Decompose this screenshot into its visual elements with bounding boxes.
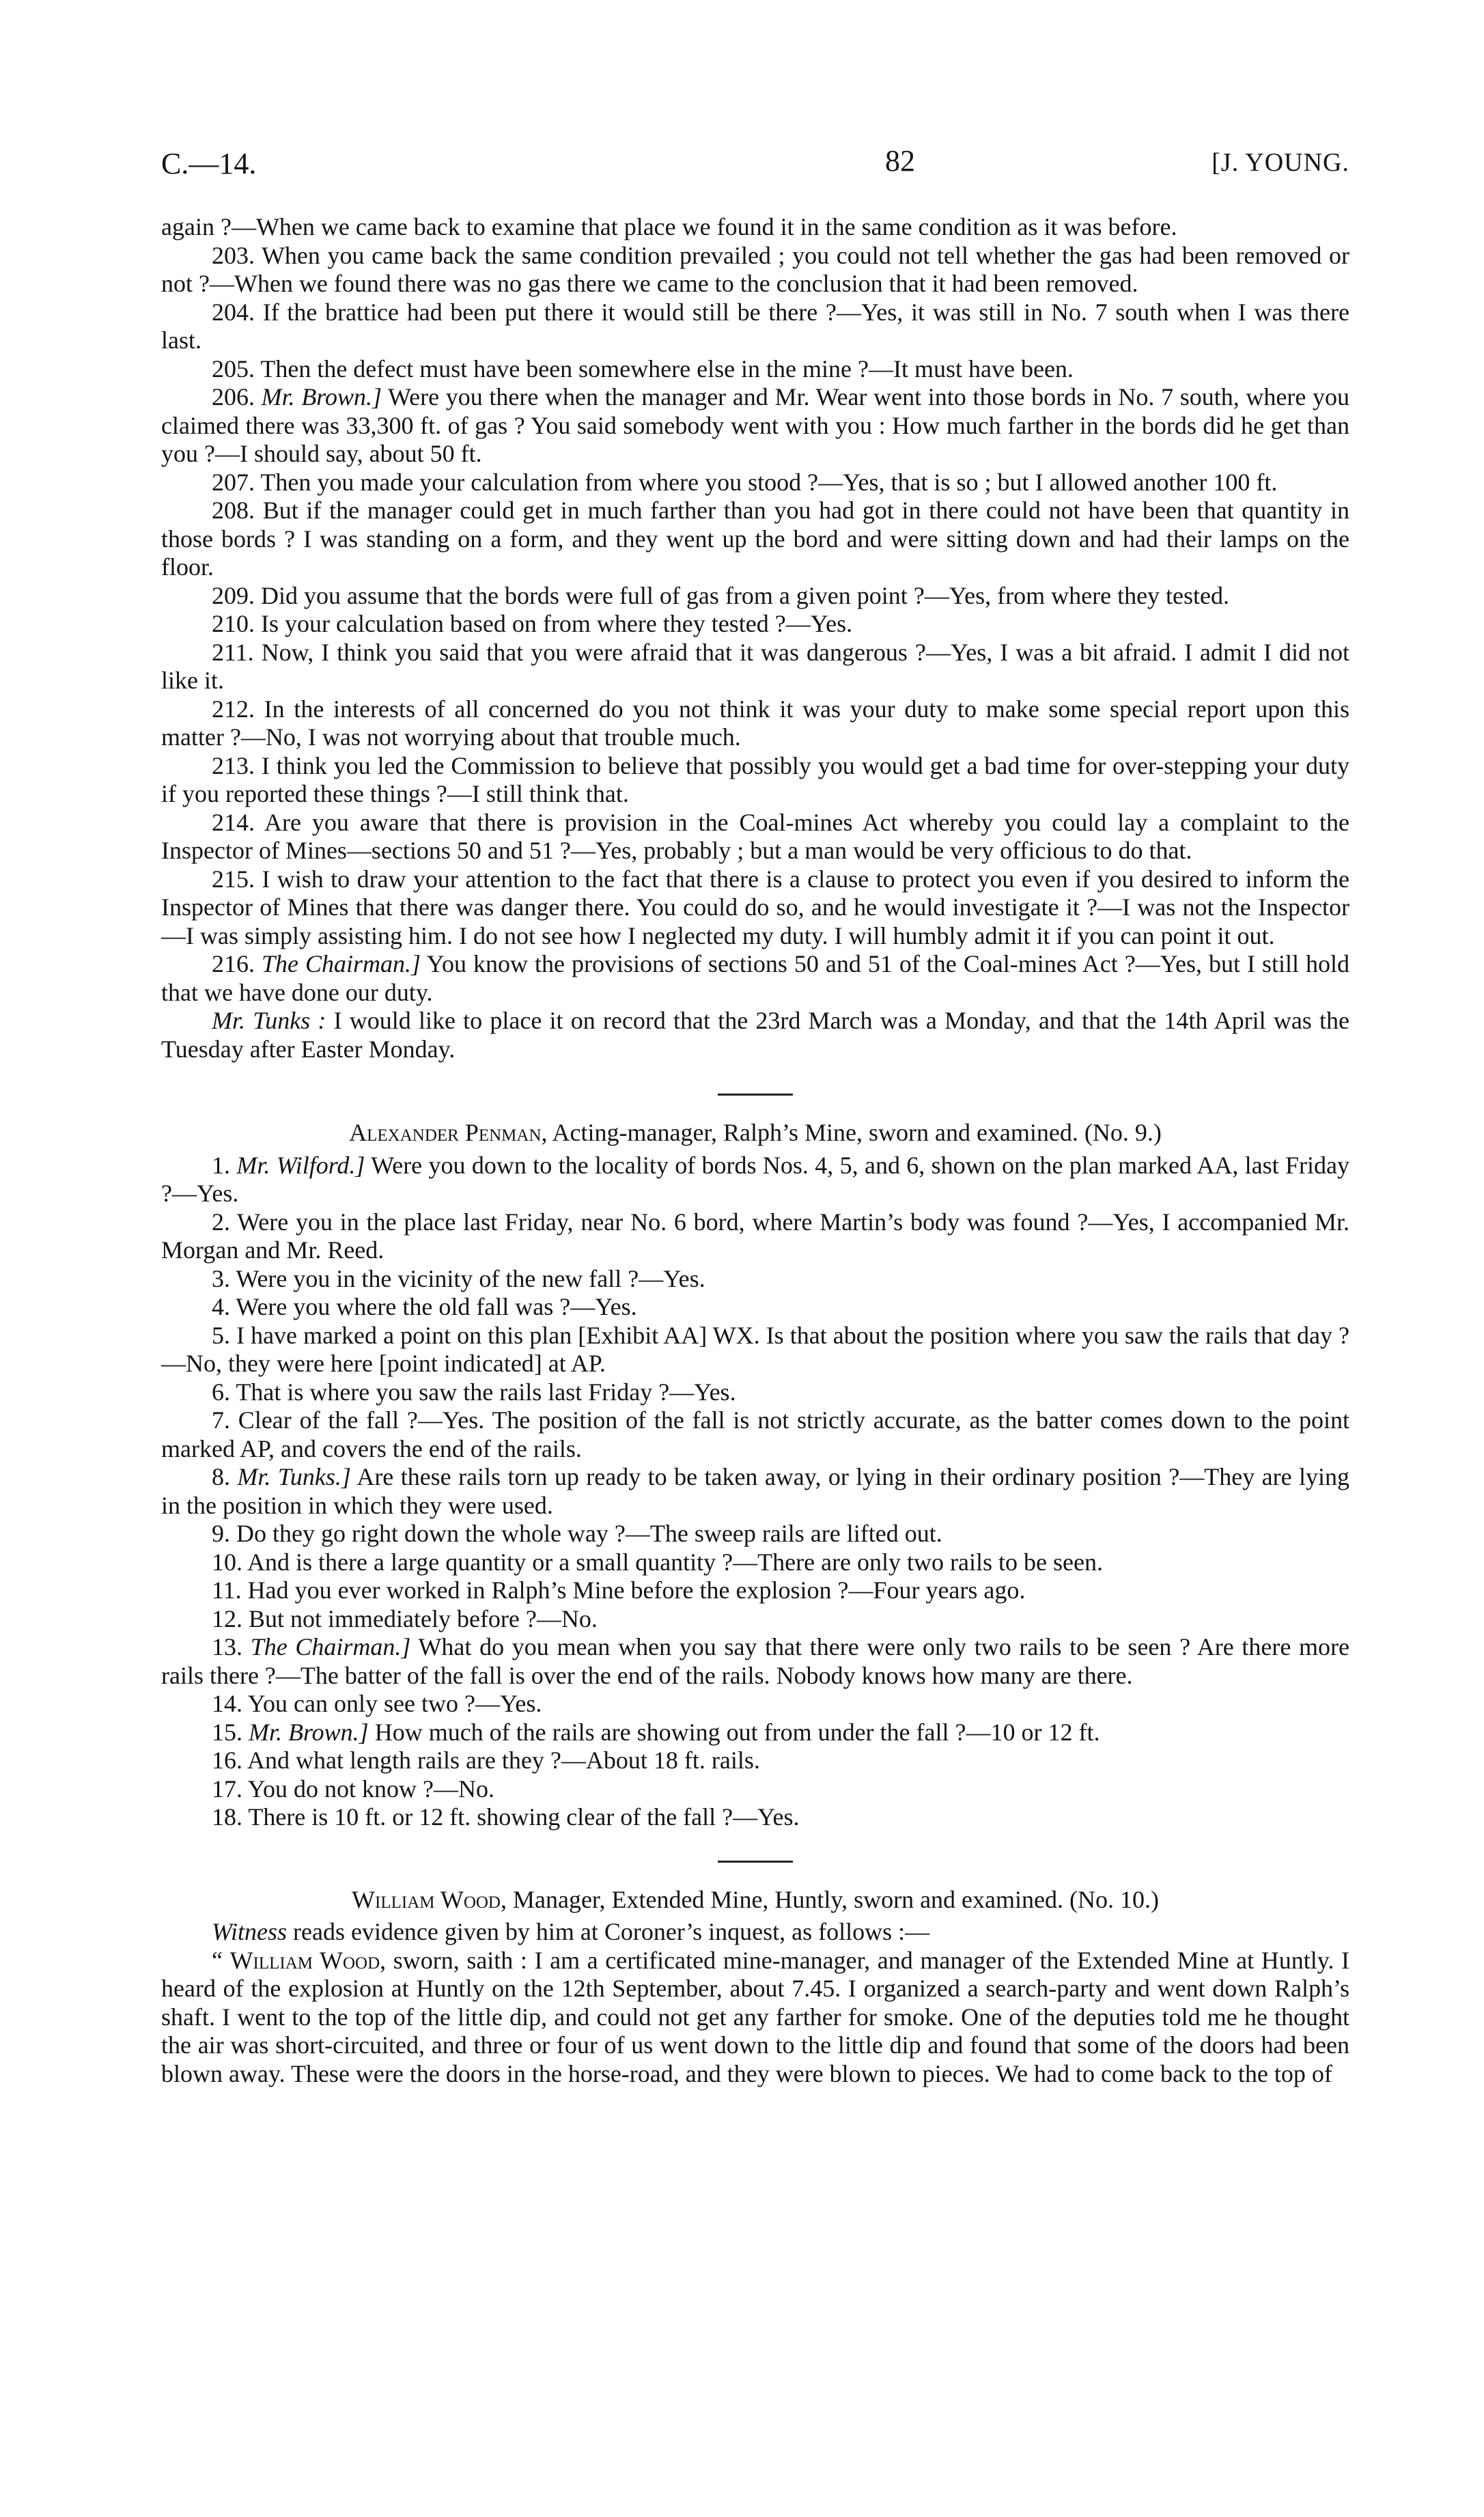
note-text: reads evidence given by him at Coroner’s inquest, as follows :— (287, 1918, 930, 1945)
question-text: How much of the rails are showing out from under the fall ?—10 or 12 ft. (368, 1718, 1100, 1746)
question-14: 14. You can only see two ?—Yes. (212, 1690, 542, 1717)
question-number: 1. (212, 1151, 230, 1179)
question-3: 3. Were you in the vicinity of the new fall ?—Yes. (212, 1264, 705, 1292)
page-header (161, 143, 1349, 191)
wood-evidence (161, 1886, 1349, 2089)
question-number: 216. (212, 950, 255, 977)
question-210: 210. Is your calculation based on from where they tested ?—Yes. (212, 610, 853, 637)
question-211: 211. Now, I think you said that you were afraid that it was dangerous ?—Yes, I was a bit afraid. I admit I did not like it. (161, 638, 1349, 694)
witness-heading (161, 1886, 1349, 1915)
quote-text: , sworn, saith : I am a certificated mine-manager, and manager of the Extended Mine at Huntly. I heard of the explosion at Huntly on the 12th September, about 7.45. I organized a search-party and went down Ralph’s shaft. I went to the top of the little dip, and could not get any farther for smoke. One of the deputies told me he thought the air was short-circuited, and three or four of us went down to the little dip and found that some of the doors had been blown away. These were the doors in the horse-road, and they were blown to pieces. We had to come back to the top of (161, 1946, 1349, 2087)
tunks-note (161, 1007, 1349, 1063)
question-18: 18. There is 10 ft. or 12 ft. showing clear of the fall ?—Yes. (212, 1803, 800, 1831)
question-215: 215. I wish to draw your attention to the fact that there is a clause to protect you even if you desired to inform the Inspector of Mines that there was danger there. You could do so, and he would investigate it ?—I was not the Inspector—I was simply assisting him. I do not see how I neglected my duty. I will humbly admit it if you can point it out. (161, 865, 1349, 949)
question-text: Were you down to the locality of bords Nos. 4, 5, and 6, shown on the plan marked AA, last Friday ?—Yes. (161, 1151, 1350, 1207)
page-number: 82 (885, 144, 915, 178)
speaker: Mr. Tunks.] (237, 1463, 351, 1490)
question-13 (161, 1633, 1349, 1690)
witness-reads-note (161, 1918, 1349, 1947)
document-body (161, 213, 1349, 2088)
speaker: Mr. Tunks : (212, 1007, 326, 1034)
question-text: What do you mean when you say that there were only two rails to be seen ? Are there more rails there ?—The batter of the fall is over the end of the rails. Nobody knows how many are there. (161, 1633, 1349, 1689)
speaker: Mr. Wilford.] (236, 1151, 365, 1179)
witness-heading (161, 1119, 1349, 1148)
question-4: 4. Were you where the old fall was ?—Yes. (212, 1293, 637, 1320)
question-text: Were you there when the manager and Mr. Wear went into those bords in No. 7 south, where you claimed there was 33,300 ft. of gas ? You said somebody went with you : How much farther in the bords did he get than you ?—I should say, about 50 ft. (161, 383, 1349, 467)
question-213: 213. I think you led the Commission to believe that possibly you would get a bad time for over-stepping your duty if you reported these things ?—I still think that. (161, 751, 1349, 807)
question-206 (161, 383, 1349, 469)
question-10: 10. And is there a large quantity or a small quantity ?—There are only two rails to be seen. (212, 1548, 1103, 1576)
question-216 (161, 950, 1349, 1007)
witness-description: , Acting-manager, Ralph’s Mine, sworn and examined. (No. 9.) (541, 1119, 1162, 1146)
question-12: 12. But not immediately before ?—No. (212, 1604, 598, 1632)
question-2: 2. Were you in the place last Friday, near No. 6 bord, where Martin’s body was found ?—Yes, I accompanied Mr. Morgan and Mr. Reed. (161, 1208, 1349, 1264)
question-209: 209. Did you assume that the bords were full of gas from a given point ?—Yes, from where they tested. (212, 581, 1230, 609)
witness-name: William Wood (229, 1946, 380, 1974)
question-203: 203. When you came back the same condition prevailed ; you could not tell whether the gas had been removed or not ?—When we found there was no gas there we came to the conclusion that it had been removed. (161, 241, 1349, 297)
question-11: 11. Had you ever worked in Ralph’s Mine before the explosion ?—Four years ago. (212, 1576, 1026, 1604)
question-16: 16. And what length rails are they ?—About 18 ft. rails. (212, 1747, 760, 1774)
speaker: Mr. Brown.] (249, 1718, 369, 1746)
question-204: 204. If the brattice had been put there it would still be there ?—Yes, it was still in No. 7 south when I was there last. (161, 298, 1349, 354)
section-divider (718, 1861, 793, 1863)
speaker: The Chairman.] (261, 950, 421, 977)
question-9: 9. Do they go right down the whole way ?—The sweep rails are lifted out. (212, 1520, 942, 1547)
question-212: 212. In the interests of all concerned do you not think it was your duty to make some special report upon this matter ?—No, I was not worrying about that trouble much. (161, 695, 1349, 751)
question-7: 7. Clear of the fall ?—Yes. The position of the fall is not strictly accurate, as the batter comes down to the point marked AP, and covers the end of the rails. (161, 1406, 1349, 1462)
question-number: 13. (212, 1633, 242, 1660)
question-15 (161, 1719, 1349, 1747)
question-1 (161, 1152, 1349, 1208)
quoted-evidence (161, 1947, 1349, 2089)
question-5: 5. I have marked a point on this plan [Exhibit AA] WX. Is that about the position where you saw the rails that day ?—No, they were here [point indicated] at AP. (161, 1321, 1349, 1377)
speaker: Witness (212, 1918, 288, 1945)
question-number: 8. (212, 1463, 230, 1490)
question-214: 214. Are you aware that there is provision in the Coal-mines Act whereby you could lay a complaint to the Inspector of Mines—sections 50 and 51 ?—Yes, probably ; but a man would be very officious to do that. (161, 808, 1349, 864)
young-evidence (161, 213, 1349, 1063)
witness-running-head: [J. YOUNG. (1212, 148, 1349, 177)
section-divider (718, 1094, 793, 1096)
speaker: Mr. Brown.] (261, 383, 382, 411)
open-quote: “ (212, 1946, 230, 1974)
question-6: 6. That is where you saw the rails last Friday ?—Yes. (212, 1378, 736, 1406)
speaker: The Chairman.] (250, 1633, 411, 1660)
witness-name: Alexander Penman (349, 1119, 542, 1146)
question-17: 17. You do not know ?—No. (212, 1775, 495, 1803)
witness-name: William Wood (352, 1885, 501, 1913)
note-text: I would like to place it on record that the 23rd March was a Monday, and that the 14th April was the Tuesday after Easter Monday. (161, 1007, 1349, 1063)
question-number: 206. (212, 383, 255, 411)
question-text: Are these rails torn up ready to be taken away, or lying in their ordinary position ?—They are lying in the position in which they were used. (161, 1463, 1350, 1519)
question-208: 208. But if the manager could get in much farther than you had got in there could not have been that quantity in those bords ? I was standing on a form, and they went up the bord and were sitting down and had their lamps on the floor. (161, 497, 1349, 581)
question-207: 207. Then you made your calculation from where you stood ?—Yes, that is so ; but I allowed another 100 ft. (212, 468, 1278, 496)
question-8 (161, 1463, 1349, 1520)
witness-description: , Manager, Extended Mine, Huntly, sworn and examined. (No. 10.) (500, 1885, 1159, 1913)
continuation-paragraph: again ?—When we came back to examine that place we found it in the same condition as it was before. (161, 213, 1177, 240)
report-reference: C.—14. (161, 147, 257, 180)
question-number: 15. (212, 1718, 242, 1746)
penman-evidence (161, 1119, 1349, 1832)
question-text: You know the provisions of sections 50 and 51 of the Coal-mines Act ?—Yes, but I still hold that we have done our duty. (161, 950, 1349, 1006)
question-205: 205. Then the defect must have been somewhere else in the mine ?—It must have been. (212, 354, 1074, 383)
